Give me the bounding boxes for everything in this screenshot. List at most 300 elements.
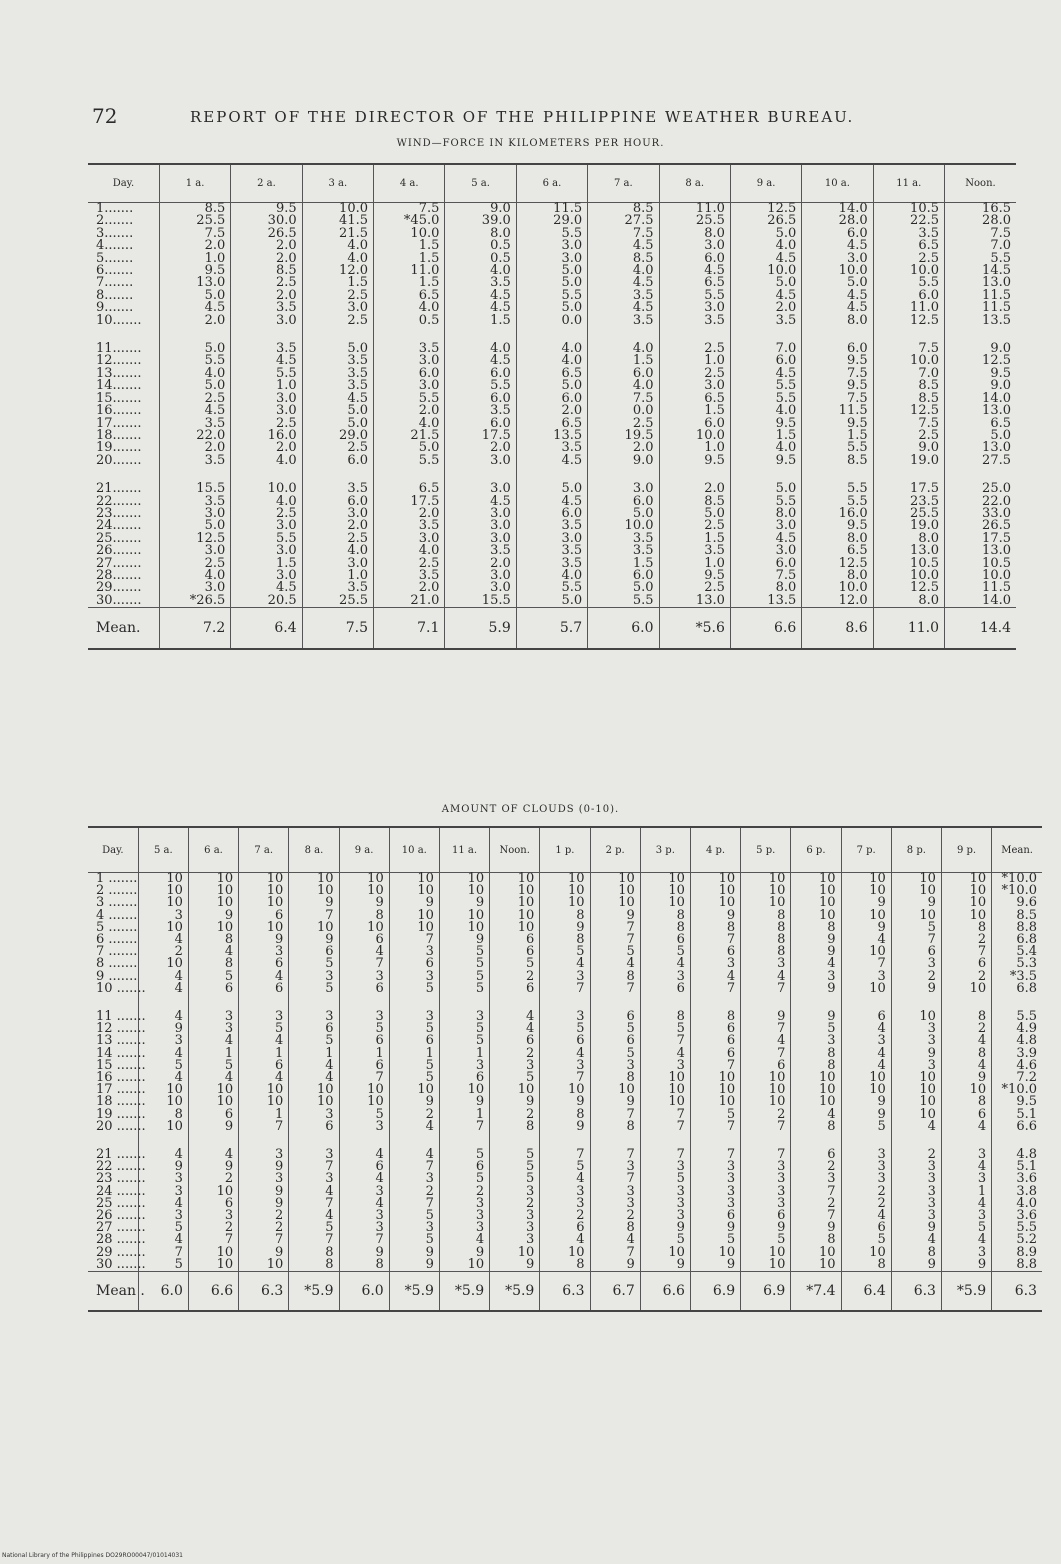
- table-cell: 8: [941, 1011, 991, 1023]
- table-cell: 9: [941, 1072, 991, 1084]
- table-cell: 17.5: [873, 483, 944, 495]
- table-cell: 5.0: [159, 343, 230, 355]
- table-cell: 25.5: [302, 595, 373, 608]
- table-cell: 3: [640, 1060, 690, 1072]
- table-cell: 3: [239, 1011, 289, 1023]
- table-cell: 5: [590, 946, 640, 958]
- table-cell: 10: [941, 1084, 991, 1096]
- mean-cell: 6.3: [992, 1272, 1042, 1312]
- column-header: 8 p.: [891, 827, 941, 873]
- table-cell: 5.0: [302, 418, 373, 430]
- table-cell: 1: [239, 1109, 289, 1121]
- table-cell: 4.0: [302, 545, 373, 557]
- table-cell: 5: [640, 946, 690, 958]
- table-cell: 3.5: [159, 455, 230, 467]
- table-cell: 12.0: [802, 595, 873, 608]
- table-cell: 10: [439, 1084, 489, 1096]
- wind-force-table: [88, 163, 1016, 650]
- table-cell: 10: [640, 1084, 690, 1096]
- table-cell: 13.0: [945, 277, 1017, 289]
- mean-cell: 6.7: [590, 1272, 640, 1312]
- table-cell: 5: [389, 983, 439, 995]
- table-cell: 3: [339, 1210, 389, 1222]
- row-group-spacer: [88, 327, 1016, 343]
- table-cell: 3: [741, 1161, 791, 1173]
- table-cell: 2.5: [659, 582, 730, 594]
- table-cell: 5: [138, 1222, 188, 1234]
- table-cell: 9: [690, 1222, 740, 1234]
- table-cell: 9.5: [659, 570, 730, 582]
- table-cell: 2: [389, 1109, 439, 1121]
- day-label: 29 .......: [96, 1244, 146, 1260]
- table-cell: 10: [439, 885, 489, 897]
- table-cell: 5.0: [516, 595, 587, 608]
- table-cell: 14.0: [945, 393, 1017, 405]
- table-row: [88, 520, 1016, 532]
- table-cell: 9.5: [992, 1096, 1042, 1108]
- table-cell: 7: [590, 1247, 640, 1259]
- table-cell: 7: [640, 1121, 690, 1133]
- table-cell: 10: [540, 873, 590, 886]
- day-label: 3.......: [96, 225, 134, 241]
- table-cell: 10: [138, 1121, 188, 1133]
- table-cell: 9: [590, 1259, 640, 1272]
- table-cell: 13.0: [945, 442, 1017, 454]
- table-cell: 10: [941, 885, 991, 897]
- table-cell: 3.9: [992, 1048, 1042, 1060]
- table-cell: 3.5: [302, 355, 373, 367]
- table-cell: 9: [439, 1247, 489, 1259]
- table-cell: 3.5: [516, 520, 587, 532]
- table-cell: 5.0: [516, 277, 587, 289]
- table-cell: 10: [841, 873, 891, 886]
- table-cell: 11.5: [516, 203, 587, 216]
- table-cell: *26.5: [159, 595, 230, 608]
- table-cell: 9: [389, 1259, 439, 1272]
- table-cell: 10: [540, 1084, 590, 1096]
- table-cell: 4: [941, 1234, 991, 1246]
- table-cell: 10: [791, 885, 841, 897]
- table-cell: 13.5: [730, 595, 801, 608]
- table-cell: 1.5: [802, 430, 873, 442]
- table-cell: 8: [540, 910, 590, 922]
- page-number: 72: [92, 104, 118, 128]
- table-cell: 10: [891, 910, 941, 922]
- table-cell: 6: [540, 1035, 590, 1047]
- table-cell: 3: [439, 1060, 489, 1072]
- table-cell: 7.2: [992, 1072, 1042, 1084]
- table-cell: 2.5: [374, 558, 445, 570]
- table-cell: 3.0: [231, 315, 302, 327]
- table-cell: 4.5: [802, 302, 873, 314]
- table-cell: 7: [941, 946, 991, 958]
- table-cell: 10: [741, 1247, 791, 1259]
- table-cell: 3: [791, 971, 841, 983]
- table-cell: 10: [791, 1072, 841, 1084]
- table-cell: 3: [941, 1173, 991, 1185]
- table-cell: 9: [791, 946, 841, 958]
- table-row: [88, 265, 1016, 277]
- table-cell: 6: [841, 1011, 891, 1023]
- day-label: 5.......: [96, 250, 134, 266]
- table-cell: 9: [289, 934, 339, 946]
- table-cell: 6.0: [445, 368, 516, 380]
- mean-cell: 7.2: [159, 608, 230, 650]
- day-label: 6.......: [96, 263, 134, 279]
- table-cell: 4: [239, 1072, 289, 1084]
- table-cell: 4.5: [445, 290, 516, 302]
- table-cell: 8: [188, 958, 238, 970]
- table-cell: 6: [389, 1035, 439, 1047]
- table-cell: 10: [439, 873, 489, 886]
- table-cell: 6: [239, 910, 289, 922]
- table-cell: 12.5: [873, 405, 944, 417]
- table-cell: 2.5: [302, 315, 373, 327]
- table-cell: 3: [439, 1210, 489, 1222]
- column-header: 4 p.: [690, 827, 740, 873]
- table-cell: 9: [891, 1222, 941, 1234]
- table-cell: 5: [389, 1234, 439, 1246]
- table-cell: 5.5: [231, 368, 302, 380]
- table-cell: 3.5: [873, 228, 944, 240]
- table-cell: 8.0: [730, 582, 801, 594]
- table-cell: 4.0: [516, 570, 587, 582]
- table-cell: 2.5: [588, 418, 659, 430]
- table-cell: 10: [791, 897, 841, 909]
- table-cell: 4: [540, 1234, 590, 1246]
- day-label: 14.......: [96, 378, 142, 394]
- table-cell: 3.0: [159, 545, 230, 557]
- table-cell: 3: [891, 1198, 941, 1210]
- table-cell: 4: [841, 934, 891, 946]
- table-cell: 4.5: [302, 393, 373, 405]
- table-cell: 3.5: [445, 405, 516, 417]
- day-label: 20 .......: [96, 1118, 146, 1134]
- table-cell: 9: [690, 910, 740, 922]
- table-cell: 9: [490, 1096, 540, 1108]
- table-cell: 3: [891, 1210, 941, 1222]
- table-cell: 10: [891, 1096, 941, 1108]
- table-cell: 10.0: [374, 228, 445, 240]
- table-cell: 8: [941, 922, 991, 934]
- table-cell: 3: [138, 1035, 188, 1047]
- table-cell: 5.4: [992, 946, 1042, 958]
- table-cell: 3.5: [659, 315, 730, 327]
- table-cell: 3.5: [516, 545, 587, 557]
- table-cell: 5: [188, 1060, 238, 1072]
- column-header: 2 p.: [590, 827, 640, 873]
- day-label: 25.......: [96, 530, 142, 546]
- table-row: [88, 290, 1016, 302]
- table-cell: 8.9: [992, 1247, 1042, 1259]
- table-cell: 10: [690, 1072, 740, 1084]
- table-cell: 6: [188, 1109, 238, 1121]
- table-cell: 5: [891, 922, 941, 934]
- table-cell: 5.0: [159, 520, 230, 532]
- table-cell: 10: [289, 873, 339, 886]
- table-cell: 3: [490, 1186, 540, 1198]
- table-row: [88, 582, 1016, 594]
- table-cell: 6: [188, 983, 238, 995]
- table-cell: 7: [690, 1149, 740, 1161]
- table-row: [88, 496, 1016, 508]
- table-cell: 2.5: [231, 277, 302, 289]
- table-cell: 10: [891, 885, 941, 897]
- table-cell: 3.0: [516, 253, 587, 265]
- table-cell: 7: [439, 1121, 489, 1133]
- table-cell: 5: [439, 946, 489, 958]
- table-cell: 8: [540, 1109, 590, 1121]
- table-cell: 4.0: [302, 240, 373, 252]
- table-cell: 7: [590, 922, 640, 934]
- table-cell: 4.0: [588, 265, 659, 277]
- table-cell: 6: [741, 1060, 791, 1072]
- table-cell: 7: [389, 934, 439, 946]
- table-cell: 3: [690, 1173, 740, 1185]
- table-cell: 10: [590, 885, 640, 897]
- table-cell: 19.5: [588, 430, 659, 442]
- table-row: [88, 405, 1016, 417]
- table-cell: 4.0: [374, 302, 445, 314]
- table-cell: 6.6: [992, 1121, 1042, 1133]
- table-cell: 9: [841, 897, 891, 909]
- table-cell: 1.5: [374, 240, 445, 252]
- table-cell: 3.5: [516, 558, 587, 570]
- table-cell: 4: [188, 1072, 238, 1084]
- table-cell: 10: [389, 1084, 439, 1096]
- table-cell: 5: [389, 1210, 439, 1222]
- table-cell: 10: [640, 873, 690, 886]
- table-cell: 8.5: [659, 496, 730, 508]
- day-label: 26 .......: [96, 1208, 146, 1224]
- table-cell: 3.5: [159, 496, 230, 508]
- day-label: 10.......: [96, 312, 142, 328]
- table-cell: 9: [741, 1011, 791, 1023]
- table-cell: 9: [439, 1096, 489, 1108]
- table-cell: 8: [791, 1121, 841, 1133]
- day-label: 12.......: [96, 353, 142, 369]
- table-row: [88, 380, 1016, 392]
- table-cell: 10.0: [588, 520, 659, 532]
- table-cell: 3: [941, 1149, 991, 1161]
- table-row: [88, 253, 1016, 265]
- table-cell: 7: [741, 1149, 791, 1161]
- table-cell: 9: [640, 1222, 690, 1234]
- table-cell: 4: [239, 1035, 289, 1047]
- table-cell: 4: [590, 958, 640, 970]
- table-cell: 3.0: [302, 558, 373, 570]
- table-cell: 6: [640, 934, 690, 946]
- table-cell: 4.5: [516, 455, 587, 467]
- table-cell: 10: [841, 1247, 891, 1259]
- table-cell: 5: [439, 1035, 489, 1047]
- table-cell: 5.0: [159, 290, 230, 302]
- table-cell: 6.0: [730, 355, 801, 367]
- table-cell: 10: [590, 1084, 640, 1096]
- table-row: [88, 983, 1042, 995]
- table-cell: 2: [791, 1161, 841, 1173]
- table-cell: 9: [841, 1109, 891, 1121]
- table-cell: 7: [891, 934, 941, 946]
- table-cell: 10: [741, 1096, 791, 1108]
- table-cell: 4.0: [516, 343, 587, 355]
- table-cell: 8.5: [873, 393, 944, 405]
- table-cell: 1.5: [374, 253, 445, 265]
- table-cell: 7: [640, 1035, 690, 1047]
- table-cell: 9.0: [873, 442, 944, 454]
- table-cell: 5: [138, 1060, 188, 1072]
- table-cell: 7: [239, 1121, 289, 1133]
- day-label: 11.......: [96, 341, 142, 357]
- table-cell: 10: [289, 885, 339, 897]
- table-cell: 7: [741, 983, 791, 995]
- table-cell: 7.5: [374, 203, 445, 216]
- table-cell: 25.5: [659, 215, 730, 227]
- table-cell: 2.0: [516, 405, 587, 417]
- table-cell: 8.0: [873, 595, 944, 608]
- table-cell: 6.0: [802, 343, 873, 355]
- column-header: 8 a.: [659, 164, 730, 203]
- table-cell: 2.5: [873, 430, 944, 442]
- table-cell: 7: [540, 983, 590, 995]
- table-cell: 10: [239, 1096, 289, 1108]
- table-cell: 10: [188, 1259, 238, 1272]
- table-cell: 10: [439, 910, 489, 922]
- table-cell: 1.0: [231, 380, 302, 392]
- table-cell: 25.0: [945, 483, 1017, 495]
- table-cell: 2: [841, 1198, 891, 1210]
- table-cell: 4.5: [159, 405, 230, 417]
- table-cell: 17.5: [445, 430, 516, 442]
- table-cell: 3: [941, 1247, 991, 1259]
- table-cell: 5.5: [374, 393, 445, 405]
- table-cell: 2.5: [659, 520, 730, 532]
- table-cell: 9: [891, 1048, 941, 1060]
- table-cell: 5.2: [992, 1234, 1042, 1246]
- table-cell: 3: [841, 1173, 891, 1185]
- table-cell: 3.0: [231, 520, 302, 532]
- table-cell: 10: [690, 1084, 740, 1096]
- table-cell: 5.0: [802, 277, 873, 289]
- table-cell: 4: [138, 934, 188, 946]
- table-cell: 3: [590, 1161, 640, 1173]
- mean-cell: *7.4: [791, 1272, 841, 1312]
- table-cell: 9.6: [992, 897, 1042, 909]
- table-cell: 4: [389, 1121, 439, 1133]
- table-cell: 10: [339, 885, 389, 897]
- table-cell: 3: [138, 910, 188, 922]
- table-cell: 10: [490, 1247, 540, 1259]
- table-cell: 3: [339, 1121, 389, 1133]
- table-cell: 4.5: [231, 355, 302, 367]
- table-cell: 10: [741, 873, 791, 886]
- table-cell: 9: [791, 983, 841, 995]
- table-cell: 8: [741, 946, 791, 958]
- mean-cell: 6.4: [841, 1272, 891, 1312]
- column-header: 10 a.: [389, 827, 439, 873]
- table-cell: 2: [741, 1109, 791, 1121]
- table-cell: 10: [791, 1247, 841, 1259]
- table-cell: 3.0: [231, 545, 302, 557]
- table-cell: 4.0: [231, 496, 302, 508]
- column-header: 9 p.: [941, 827, 991, 873]
- table-cell: 3.0: [302, 302, 373, 314]
- table-cell: 5: [640, 1173, 690, 1185]
- mean-cell: 6.9: [741, 1272, 791, 1312]
- table-cell: 6: [941, 958, 991, 970]
- table-cell: 4.0: [159, 570, 230, 582]
- table-cell: 7: [339, 958, 389, 970]
- table-cell: 5: [439, 958, 489, 970]
- table-cell: 2.5: [302, 533, 373, 545]
- table-cell: 9: [690, 1259, 740, 1272]
- table-cell: 3: [590, 1198, 640, 1210]
- table-cell: 4: [891, 1234, 941, 1246]
- table-cell: 26.5: [730, 215, 801, 227]
- table-cell: 30.0: [231, 215, 302, 227]
- table-cell: 3.0: [445, 582, 516, 594]
- column-header: 8 a.: [289, 827, 339, 873]
- table-cell: 7.0: [873, 368, 944, 380]
- table-cell: 4: [289, 1072, 339, 1084]
- table-cell: 8: [941, 1096, 991, 1108]
- table-cell: 3.0: [159, 508, 230, 520]
- table-cell: 7.5: [802, 368, 873, 380]
- table-cell: *10.0: [992, 885, 1042, 897]
- table-cell: 11.5: [802, 405, 873, 417]
- mean-cell: 6.6: [188, 1272, 238, 1312]
- table-cell: 8: [891, 1247, 941, 1259]
- table-cell: 4: [841, 1048, 891, 1060]
- table-cell: 3.0: [231, 393, 302, 405]
- table-cell: 3: [891, 1173, 941, 1185]
- table-row: [88, 545, 1016, 557]
- table-cell: 10: [239, 922, 289, 934]
- table-cell: 6: [741, 1210, 791, 1222]
- table-cell: 10: [138, 873, 188, 886]
- table-cell: 8: [289, 1247, 339, 1259]
- table-cell: 5.5: [992, 1011, 1042, 1023]
- table-cell: 6: [490, 934, 540, 946]
- table-cell: 5.5: [659, 290, 730, 302]
- table-cell: 10: [188, 922, 238, 934]
- table-row: [88, 368, 1016, 380]
- table-cell: 3.5: [231, 302, 302, 314]
- table-cell: 3: [941, 1210, 991, 1222]
- table-cell: 19.0: [873, 520, 944, 532]
- table-cell: 8: [590, 1222, 640, 1234]
- table-cell: 15.5: [159, 483, 230, 495]
- table-cell: 7: [690, 1121, 740, 1133]
- table-cell: 11.5: [945, 290, 1017, 302]
- table-cell: 8.5: [992, 910, 1042, 922]
- table-cell: 8: [540, 934, 590, 946]
- table-cell: 22.5: [873, 215, 944, 227]
- table-cell: 21.5: [302, 228, 373, 240]
- table-cell: 3: [891, 1023, 941, 1035]
- table-cell: 2.0: [231, 240, 302, 252]
- mean-cell: 6.3: [540, 1272, 590, 1312]
- table-cell: 0.5: [445, 240, 516, 252]
- table-row: [88, 570, 1016, 582]
- table-cell: 10: [841, 1072, 891, 1084]
- table-cell: 3: [640, 1210, 690, 1222]
- table-cell: 10: [640, 1096, 690, 1108]
- table-cell: 6.0: [802, 228, 873, 240]
- table-cell: 21.5: [374, 430, 445, 442]
- table-cell: 4.9: [992, 1023, 1042, 1035]
- table-cell: 9: [841, 1096, 891, 1108]
